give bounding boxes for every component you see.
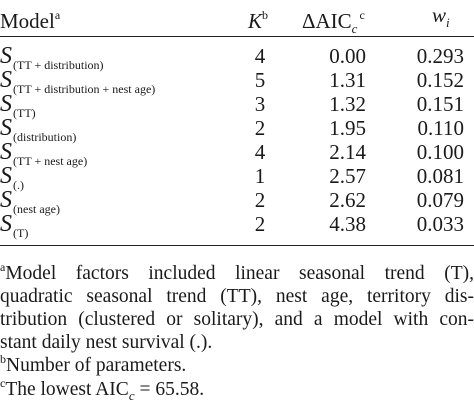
- model-subscript: (TT + distribution): [13, 58, 104, 72]
- model-symbol: S: [0, 211, 12, 237]
- footnote-a-text: Model factors included linear seasonal trend (T),: [5, 263, 474, 284]
- model-cell: [0, 212, 28, 245]
- k-cell: 1: [254, 164, 266, 188]
- model-symbol: S: [0, 187, 12, 213]
- weight-cell: 0.110: [417, 116, 464, 140]
- model-subscript: (T): [13, 226, 29, 240]
- table-row: [0, 67, 474, 96]
- footnote-c: [0, 372, 474, 407]
- model-subscript: (TT + distribution + nest age): [13, 82, 156, 96]
- footnote-c-sub: c: [128, 388, 135, 403]
- weight-cell: 0.293: [416, 44, 464, 68]
- model-subscript: (.): [13, 178, 24, 192]
- table-row: [0, 163, 474, 192]
- delta-aic-cell: 1.32: [329, 92, 366, 116]
- k-cell: 4: [254, 44, 266, 68]
- header-weight: [432, 2, 450, 36]
- delta-aic-cell: 2.14: [329, 140, 366, 164]
- footnote-marker-c: c: [359, 8, 365, 22]
- weight-cell: 0.081: [416, 164, 464, 188]
- delta-aic-cell: 1.95: [329, 116, 366, 140]
- k-cell: 2: [254, 188, 266, 212]
- table-row: [0, 187, 474, 216]
- footnote-a-marker: a: [0, 260, 6, 274]
- footnote-a-line: stant daily nest survival (.).: [0, 332, 213, 353]
- table-bottom-rule: [0, 245, 474, 246]
- k-cell: 2: [254, 212, 266, 236]
- footnote-a-line: quadratic seasonal trend (TT), nest age, territory dis-: [0, 286, 474, 307]
- model-subscript: (TT): [13, 106, 36, 120]
- footnote-c-value: = 65.58.: [134, 379, 205, 400]
- footnote-a-line: tribution (clustered or solitary), and a model with con-: [0, 309, 474, 330]
- weight-cell: 0.079: [416, 188, 464, 212]
- header-rule: [0, 36, 474, 37]
- delta-aic-cell: 1.31: [329, 68, 366, 92]
- k-cell: 3: [254, 92, 266, 116]
- table-row: [0, 115, 474, 144]
- k-cell: 4: [254, 140, 266, 164]
- k-cell: 2: [254, 116, 266, 140]
- footnote-a: [0, 256, 474, 354]
- model-symbol: S: [0, 43, 12, 69]
- header-weight-label: w: [432, 3, 447, 27]
- footnote-marker-b: b: [262, 8, 269, 22]
- table-row: [0, 211, 474, 240]
- table-row: [0, 43, 474, 72]
- footnote-b-text: Number of parameters.: [6, 355, 187, 376]
- model-subscript: (TT + nest age): [13, 154, 88, 168]
- header-model-label: Model: [0, 9, 55, 33]
- weight-cell: 0.100: [416, 140, 464, 164]
- header-k-label: K: [248, 9, 263, 33]
- delta-aic-cell: 2.62: [329, 188, 366, 212]
- header-weight-sub: i: [446, 15, 450, 30]
- footnote-c-marker: c: [0, 376, 6, 390]
- model-symbol: S: [0, 91, 12, 117]
- header-k: [248, 2, 268, 34]
- header-model: [0, 2, 60, 34]
- delta-aic-cell: 0.00: [329, 44, 366, 68]
- table-row: [0, 91, 474, 120]
- model-subscript: (distribution): [13, 130, 77, 144]
- delta-aic-cell: 4.38: [329, 212, 366, 236]
- footnote-marker-a: a: [54, 8, 61, 22]
- table-row: [0, 139, 474, 168]
- weight-cell: 0.152: [416, 68, 464, 92]
- header-delta-aic-label: ΔAIC: [302, 9, 352, 33]
- footnote-c-text: The lowest AIC: [5, 379, 129, 400]
- delta-aic-cell: 2.57: [329, 164, 366, 188]
- footnote-a-line: [0, 256, 474, 285]
- model-symbol: S: [0, 115, 12, 141]
- weight-cell: 0.151: [416, 92, 464, 116]
- header-delta-aic-sub: c: [351, 21, 358, 36]
- model-subscript: (nest age): [13, 202, 60, 216]
- weight-cell: 0.033: [416, 212, 464, 236]
- k-cell: 5: [254, 68, 266, 92]
- model-symbol: S: [0, 163, 12, 189]
- model-symbol: S: [0, 139, 12, 165]
- footnote-b-marker: b: [0, 352, 6, 366]
- model-symbol: S: [0, 67, 12, 93]
